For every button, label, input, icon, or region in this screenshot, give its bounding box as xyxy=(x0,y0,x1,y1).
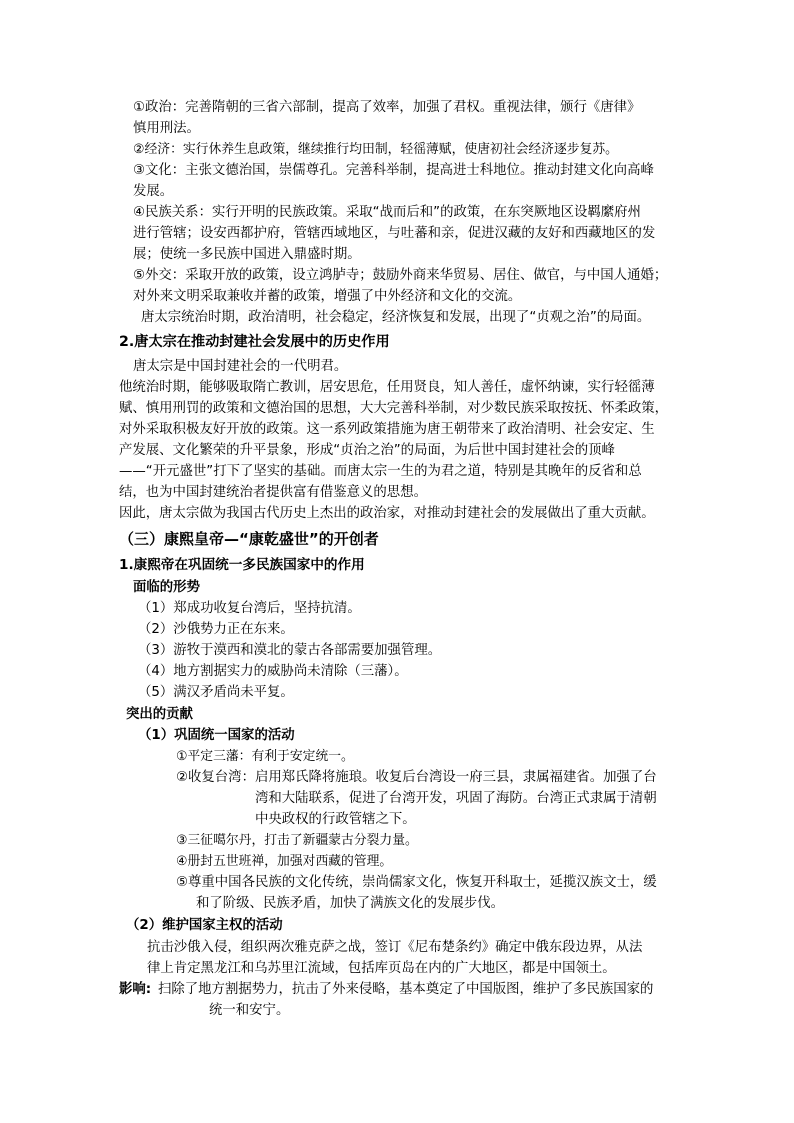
text-line: ①政治：完善隋朝的三省六部制，提高了效率，加强了君权。重视法律，颁行《唐律》 xyxy=(133,100,641,115)
text-line: 对外采取积极友好开放的政策。这一系列政策措施为唐王朝带来了政治清明、社会安定、生 xyxy=(119,422,655,437)
subheading: 突出的贡献 xyxy=(126,707,193,722)
list-item: （3）游牧于漠西和漠北的蒙古各部需要加强管理。 xyxy=(138,643,442,658)
text-line: 展；使统一多民族中国进入鼎盛时期。 xyxy=(133,247,361,262)
section-heading: （三）康熙皇帝—“康乾盛世”的开创者 xyxy=(119,530,379,548)
text-line: 扫除了地方割据势力，抗击了外来侵略，基本奠定了中国版图，维护了多民族国家的 xyxy=(158,982,654,997)
list-item: ④册封五世班禅，加强对西藏的管理。 xyxy=(176,854,393,869)
text-line: 产发展、文化繁荣的升平景象，形成“贞治之治”的局面，为后世中国封建社会的顶峰 xyxy=(119,443,615,458)
text-line: 赋、慎用刑罚的政策和文德治国的思想，大大完善科举制，对少数民族采取按抚、怀柔政策， xyxy=(119,401,669,416)
text-line: 慎用刑法。 xyxy=(133,121,200,136)
text-line: ——“开元盛世”打下了坚实的基础。而唐太宗一生的为君之道，特别是其晚年的反省和总 xyxy=(119,464,642,479)
text-line: 统一和安宁。 xyxy=(209,1003,290,1018)
list-item: （2）沙俄势力正在东来。 xyxy=(138,622,294,637)
text-line: ④民族关系：实行开明的民族政策。采取“战而后和”的政策，在东突厥地区设羁縻府州 xyxy=(133,205,641,220)
text-line: 唐太宗是中国封建社会的一代明君。 xyxy=(133,359,348,374)
subheading: （1）巩固统一国家的活动 xyxy=(138,728,295,743)
subheading: （2）维护国家主权的活动 xyxy=(126,918,283,933)
text-line: 律上肯定黑龙江和乌苏里江流域，包括库页岛在内的广大地区，都是中国领土。 xyxy=(147,961,616,976)
section-heading: 1.康熙帝在巩固统一多民族国家中的作用 xyxy=(119,557,365,573)
list-item: ②收复台湾：启用郑氏降将施琅。收复后台湾设一府三县，隶属福建省。加强了台 xyxy=(176,770,657,785)
list-item: （5）满汉矛盾尚未平复。 xyxy=(138,685,294,700)
list-item: （4）地方割据实力的威胁尚未清除（三藩）。 xyxy=(138,664,408,679)
section-heading: 2.唐太宗在推动封建社会发展中的历史作用 xyxy=(119,334,390,350)
list-item: ③三征噶尔丹，打击了新疆蒙古分裂力量。 xyxy=(176,833,418,848)
text-line: 进行管辖；设安西都护府，管辖西域地区，与吐蕃和亲，促进汉藏的友好和西藏地区的发 xyxy=(133,226,656,241)
influence-label: 影响: xyxy=(119,982,152,997)
text-line: ③文化：主张文德治国，崇儒尊孔。完善科举制，提高进士科地位。推动封建文化向高峰 xyxy=(133,163,654,178)
text-line: 唐太宗统治时期，政治清明，社会稳定，经济恢复和发展，出现了“贞观之治”的局面。 xyxy=(141,310,651,325)
list-item: ⑤尊重中国各民族的文化传统，崇尚儒家文化，恢复开科取士，延揽汉族文士，缓 xyxy=(176,875,657,890)
text-line: 湾和大陆联系，促进了台湾开发，巩固了海防。台湾正式隶属于清朝 xyxy=(255,791,657,806)
list-item: ①平定三藩：有利于安定统一。 xyxy=(176,749,354,764)
text-line: 他统治时期，能够吸取隋亡教训，居安思危，任用贤良，知人善任，虚怀纳谏，实行轻徭薄 xyxy=(119,380,655,395)
text-line: 对外来文明采取兼收并蓄的政策，增强了中外经济和文化的交流。 xyxy=(133,289,522,304)
list-item: （1）郑成功收复台湾后，坚持抗清。 xyxy=(138,601,361,616)
text-line: ②经济：实行休养生息政策，继续推行均田制，轻徭薄赋，使唐初社会经济逐步复苏。 xyxy=(133,142,618,157)
text-line: 因此，唐太宗做为我国古代历史上杰出的政治家，对推动封建社会的发展做出了重大贡献。 xyxy=(119,506,655,521)
text-line: 中央政权的行政管辖之下。 xyxy=(255,812,416,827)
text-line: 结，也为中国封建统治者提供富有借鉴意义的思想。 xyxy=(119,485,427,500)
text-line: 抗击沙俄入侵，组织两次雅克萨之战，签订《尼布楚条约》确定中俄东段边界，从法 xyxy=(147,940,643,955)
subheading: 面临的形势 xyxy=(133,580,200,595)
text-line: 和了阶级、民族矛盾，加快了满族文化的发展步伐。 xyxy=(196,896,504,911)
text-line: ⑤外交：采取开放的政策，设立鸿胪寺；鼓励外商来华贸易、居住、做官，与中国人通婚； xyxy=(133,268,668,283)
text-line: 发展。 xyxy=(133,184,174,199)
